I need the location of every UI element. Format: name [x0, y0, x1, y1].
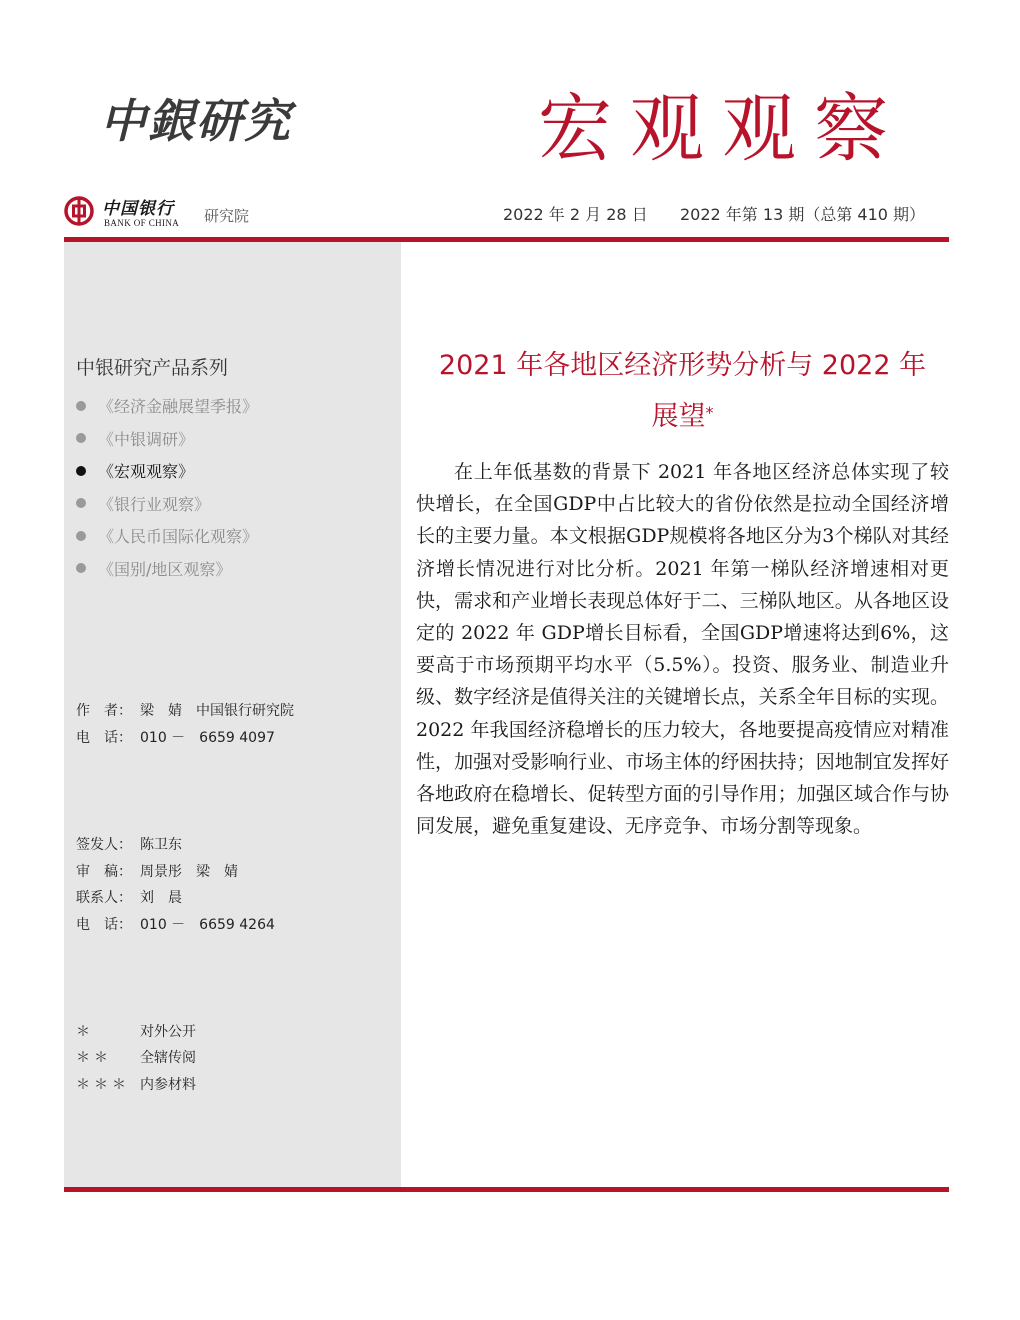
access-label: 全辖传阅 — [140, 1050, 196, 1066]
author-phone-key: 电 话： — [76, 730, 132, 746]
bank-name-en: BANK OF CHINA — [104, 218, 180, 228]
author-phone-value: 010 － 6659 4097 — [140, 730, 275, 746]
series-item-label: 《银行业观察》 — [98, 494, 211, 514]
product-series-list — [76, 394, 258, 589]
issuer-key: 签发人： — [76, 837, 132, 853]
bullet-icon — [76, 401, 86, 411]
access-stars: ＊ — [76, 1024, 94, 1040]
access-stars: ＊＊＊ — [76, 1077, 130, 1093]
series-item-label: 《人民币国际化观察》 — [98, 527, 259, 546]
access-label: 内参材料 — [140, 1077, 196, 1093]
department-label: 研究院 — [204, 207, 250, 225]
series-item — [76, 524, 258, 557]
bullet-icon — [76, 563, 86, 573]
author-phone-line — [76, 727, 275, 747]
issue-number: 2022 年第 13 期（总第 410 期） — [680, 205, 926, 224]
author-line — [76, 700, 294, 720]
series-item — [76, 427, 258, 460]
reviewer-line — [76, 861, 238, 881]
series-title: 宏观观察 — [538, 86, 906, 172]
article-title-line1: 2021 年各地区经济形势分析与 2022 年 — [438, 350, 927, 381]
contact-phone-value: 010 － 6659 4264 — [140, 917, 275, 933]
series-item-current — [76, 459, 258, 492]
bank-name-cn: 中国银行 — [102, 199, 174, 219]
article-abstract: 在上年低基数的背景下 2021 年各地区经济总体实现了较快增长，在全国GDP中占比较大的省份依然是拉动全国经济增长的主要力量。本文根据GDP规模将各地区分为3个梯队对其经济增长情况进行对比分析。2021 年第一梯队经济增速相对更快，需求和产业增长表现总体好于二、三梯队地区。从各地区设定的 2022 年 GDP增长目标看，全国GDP增速将达到6%，这要高于市场预期平均水平（5.5%）。投资、服务业、制造业升级、数字经济是值得关注的关键增长点，关系全年目标的实现。2022 年我国经济稳增长的压力较大，各地要提高疫情应对精准性，加强对受影响行业、市场主体的纾困扶持；因地制宜发挥好各地政府在稳增长、促转型方面的引导作用；加强区域合作与协同发展，避免重复建设、无序竞争、市场分割等现象。 — [416, 461, 949, 838]
contact-phone-key: 电 话： — [76, 917, 132, 933]
issuer-line — [76, 834, 182, 854]
access-label: 对外公开 — [140, 1024, 196, 1040]
series-item — [76, 394, 258, 427]
series-item-label: 《国别/地区观察》 — [98, 559, 232, 579]
series-item-label: 《经济金融展望季报》 — [98, 397, 259, 416]
footnote-mark: * — [705, 403, 714, 422]
access-level-internal — [76, 1047, 196, 1067]
sidebar-title: 中银研究产品系列 — [76, 357, 229, 379]
access-stars: ＊＊ — [76, 1050, 112, 1066]
bullet-icon — [76, 466, 86, 476]
contact-phone-line — [76, 914, 275, 934]
access-level-public — [76, 1021, 196, 1041]
article-title-line2: 展望 — [651, 401, 706, 432]
contact-key: 联系人： — [76, 890, 132, 906]
series-item — [76, 557, 258, 590]
brand-calligraphy-logo: 中銀研究 — [100, 94, 292, 148]
bullet-icon — [76, 433, 86, 443]
issuer-value: 陈卫东 — [140, 837, 182, 853]
contact-line — [76, 887, 182, 907]
contact-value: 刘 晨 — [140, 890, 182, 906]
reviewer-value: 周景彤 梁 婧 — [140, 864, 238, 880]
series-item-label: 《中银调研》 — [98, 429, 195, 449]
series-item — [76, 492, 258, 525]
series-item-label: 《宏观观察》 — [98, 462, 195, 481]
bank-of-china-logo-icon — [64, 196, 94, 226]
publish-date: 2022 年 2 月 28 日 — [503, 205, 648, 224]
access-level-restricted — [76, 1074, 196, 1094]
bullet-icon — [76, 498, 86, 508]
article-title — [410, 340, 955, 442]
author-key: 作 者： — [76, 703, 132, 719]
footer-divider — [64, 1187, 949, 1192]
author-value: 梁 婧 中国银行研究院 — [140, 703, 294, 719]
reviewer-key: 审 稿： — [76, 864, 132, 880]
bullet-icon — [76, 531, 86, 541]
